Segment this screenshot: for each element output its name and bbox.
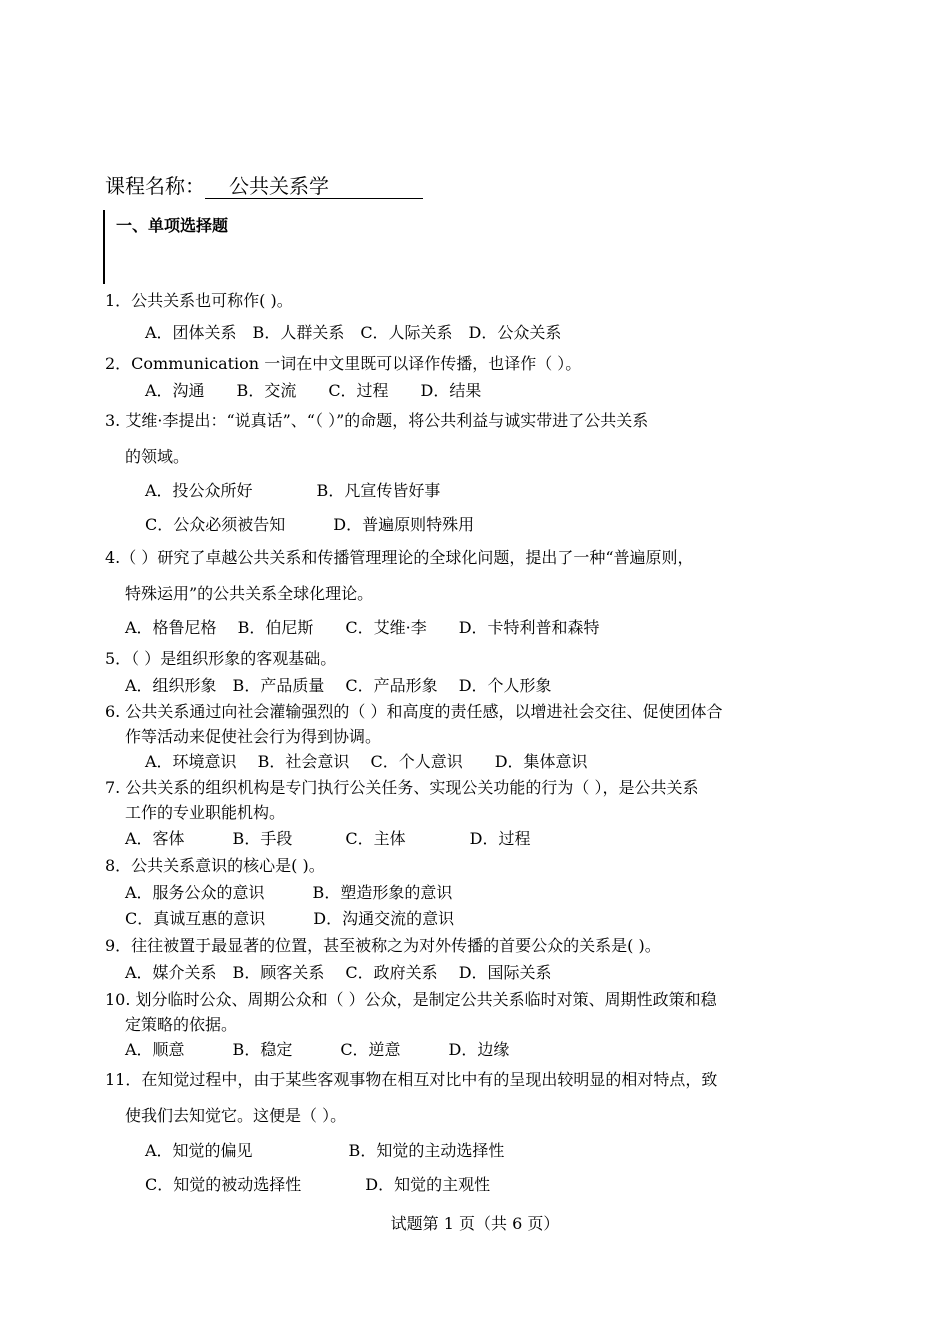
question-9-options: A．媒介关系 B．顾客关系 C．政府关系 D．国际关系 <box>125 963 552 982</box>
question-11-options-ab: A．知觉的偏见 B．知觉的主动选择性 <box>145 1141 505 1160</box>
question-3-options-cd: C．公众必须被告知 D．普遍原则特殊用 <box>145 515 475 534</box>
course-label: 课程名称： <box>105 174 205 198</box>
section-title: 一、单项选择题 <box>116 216 229 235</box>
question-10-continued: 定策略的依据。 <box>125 1015 238 1034</box>
question-2: 2．Communication 一词在中文里既可以译作传播，也译作（ ）。 <box>105 354 582 373</box>
question-8-options-ab: A．服务公众的意识 B．塑造形象的意识 <box>125 883 453 902</box>
question-8-options-cd: C．真诚互惠的意识 D．沟通交流的意识 <box>125 909 455 928</box>
question-10: 10. 划分临时公众、周期公众和（ ）公众，是制定公共关系临时对策、周期性政策和稳 <box>105 990 717 1009</box>
question-9: 9．往往被置于最显著的位置，甚至被称之为对外传播的首要公众的关系是( )。 <box>105 936 661 955</box>
question-4-continued: 特殊运用”的公共关系全球化理论。 <box>125 584 374 603</box>
course-header <box>105 170 423 199</box>
question-11: 11．在知觉过程中，由于某些客观事物在相互对比中有的呈现出较明显的相对特点，致 <box>105 1070 718 1089</box>
question-7: 7. 公共关系的组织机构是专门执行公关任务、实现公关功能的行为（ ），是公共关系 <box>105 778 699 797</box>
question-3: 3. 艾维·李提出：“说真话”、“（ ）”的命题，将公共利益与诚实带进了公共关系 <box>105 411 649 430</box>
question-1-options: A．团体关系 B．人群关系 C．人际关系 D．公众关系 <box>145 323 562 342</box>
question-1: 1．公共关系也可称作( )。 <box>105 291 293 310</box>
question-6-options: A．环境意识 B．社会意识 C．个人意识 D．集体意识 <box>145 752 588 771</box>
question-11-options-cd: C．知觉的被动选择性 D．知觉的主观性 <box>145 1175 491 1194</box>
question-7-options: A．客体 B．手段 C．主体 D．过程 <box>125 829 531 848</box>
question-3-options-ab: A．投公众所好 B．凡宣传皆好事 <box>145 481 441 500</box>
question-7-continued: 工作的专业职能机构。 <box>125 803 286 822</box>
course-name: 公共关系学 <box>205 174 423 199</box>
question-4-options: A．格鲁尼格 B．伯尼斯 C．艾维·李 D．卡特利普和森特 <box>125 618 600 637</box>
question-2-options: A．沟通 B．交流 C．过程 D．结果 <box>145 381 482 400</box>
question-5-options: A．组织形象 B．产品质量 C．产品形象 D．个人形象 <box>125 676 552 695</box>
question-5: 5．（ ）是组织形象的客观基础。 <box>105 649 337 668</box>
section-marker-bar <box>103 210 105 284</box>
question-6-continued: 作等活动来促使社会行为得到协调。 <box>125 727 382 746</box>
question-11-continued: 使我们去知觉它。这便是（ ）。 <box>125 1106 347 1125</box>
question-4: 4.（ ）研究了卓越公共关系和传播管理理论的全球化问题，提出了一种“普遍原则， <box>105 548 694 567</box>
question-6: 6. 公共关系通过向社会灌输强烈的（ ）和高度的责任感，以增进社会交往、促使团体合 <box>105 702 723 721</box>
question-10-options: A．顺意 B．稳定 C．逆意 D．边缘 <box>125 1040 510 1059</box>
question-3-continued: 的领域。 <box>125 447 190 466</box>
question-8: 8．公共关系意识的核心是( )。 <box>105 856 325 875</box>
page-footer: 试题第 1 页（共 6 页） <box>390 1214 560 1233</box>
